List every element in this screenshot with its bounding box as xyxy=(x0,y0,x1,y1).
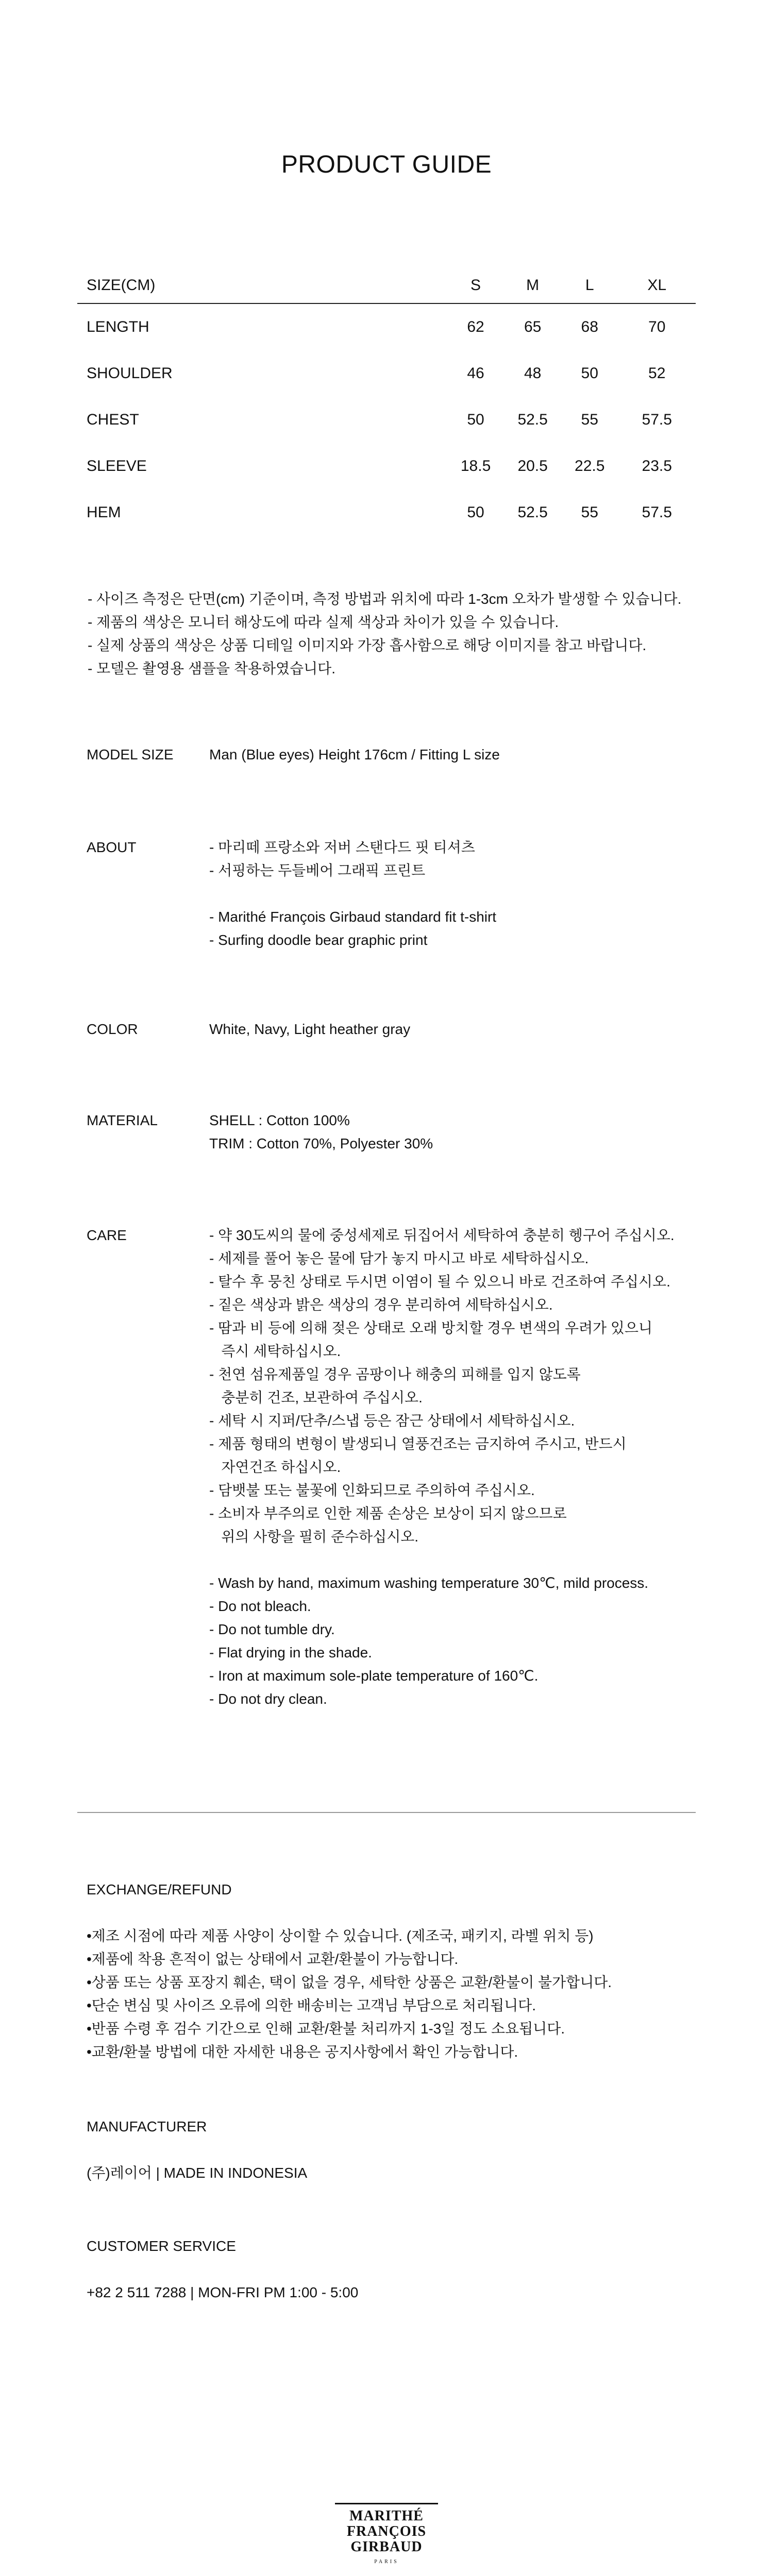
care-line: 충분히 건조, 보관하여 주십시오. xyxy=(209,1389,423,1405)
cell-value: 46 xyxy=(467,365,484,382)
care-line: 자연건조 하십시오. xyxy=(209,1459,341,1475)
material-section xyxy=(87,1109,705,1155)
table-row xyxy=(77,397,696,443)
exchange-line: •제품에 착용 흔적이 없는 상태에서 교환/환불이 가능합니다. xyxy=(87,1951,459,1967)
exchange-line: •반품 수령 후 검수 기간으로 인해 교환/환불 처리까지 1-3일 정도 소요됩니다. xyxy=(87,2021,565,2037)
care-line: - 소비자 부주의로 인한 제품 손상은 보상이 되지 않으므로 xyxy=(209,1505,567,1521)
table-row xyxy=(77,443,696,489)
care-line: - Wash by hand, maximum washing temperature 30℃, mild process. xyxy=(209,1575,649,1591)
section-divider xyxy=(77,1812,696,1813)
cell-value: 65 xyxy=(524,318,542,335)
care-line: - Do not bleach. xyxy=(209,1598,311,1614)
customer-service-title: CUSTOMER SERVICE xyxy=(87,2238,236,2254)
size-header-xl: XL xyxy=(647,277,667,294)
cell-value: 20.5 xyxy=(517,457,548,474)
cell-value: 55 xyxy=(581,504,598,521)
cell-value: 57.5 xyxy=(642,504,672,521)
note-line: - 제품의 색상은 모니터 해상도에 따라 실제 색상과 차이가 있을 수 있습니다. xyxy=(88,614,559,630)
model-size-label: MODEL SIZE xyxy=(87,747,174,762)
cell-value: 68 xyxy=(581,318,598,335)
cell-value: 52.5 xyxy=(517,411,548,428)
customer-service-section xyxy=(87,2234,358,2304)
care-line: 위의 사항을 필히 준수하십시오. xyxy=(209,1529,419,1545)
material-line: SHELL : Cotton 100% xyxy=(209,1112,350,1128)
care-section xyxy=(87,1224,705,1710)
cell-value: 50 xyxy=(581,365,598,382)
cell-value: 50 xyxy=(467,411,484,428)
care-line: - Do not tumble dry. xyxy=(209,1621,335,1637)
about-line: - Surfing doodle bear graphic print xyxy=(209,932,428,948)
note-line: - 실제 상품의 색상은 상품 디테일 이미지와 가장 흡사함으로 해당 이미지를 참고 바랍니다. xyxy=(88,637,647,653)
color-text: White, Navy, Light heather gray xyxy=(209,1021,411,1037)
care-line: - 약 30도씨의 물에 중성세제로 뒤집어서 세탁하여 충분히 헹구어 주십시오. xyxy=(209,1227,675,1243)
care-line: - 세탁 시 지퍼/단추/스냅 등은 잠근 상태에서 세탁하십시오. xyxy=(209,1413,575,1429)
about-section xyxy=(87,836,705,952)
about-line: - 서핑하는 두들베어 그래픽 프린트 xyxy=(209,862,426,878)
logo-line: GIRBAUD xyxy=(350,2539,423,2555)
cell-value: 50 xyxy=(467,504,484,521)
logo-line: MARITHÉ xyxy=(349,2508,424,2524)
exchange-section xyxy=(87,1878,612,2063)
cell-value: 62 xyxy=(467,318,484,335)
exchange-line: •교환/환불 방법에 대한 자세한 내용은 공지사항에서 확인 가능합니다. xyxy=(87,2044,518,2060)
manufacturer-title: MANUFACTURER xyxy=(87,2119,207,2134)
care-line: - 제품 형태의 변형이 발생되니 열풍건조는 금지하여 주시고, 반드시 xyxy=(209,1436,627,1452)
about-line: - Marithé François Girbaud standard fit t-shirt xyxy=(209,909,497,925)
exchange-line: •단순 변심 및 사이즈 오류에 의한 배송비는 고객님 부담으로 처리됩니다. xyxy=(87,1997,536,2013)
size-header-l: L xyxy=(585,277,594,294)
cell-value: 18.5 xyxy=(460,457,491,474)
care-line: - 천연 섬유제품일 경우 곰팡이나 해충의 피해를 입지 않도록 xyxy=(209,1366,581,1382)
care-line: - Iron at maximum sole-plate temperature of 160℃. xyxy=(209,1668,539,1684)
page-title: PRODUCT GUIDE xyxy=(281,151,492,178)
table-row xyxy=(77,489,696,536)
about-label: ABOUT xyxy=(87,839,137,855)
row-label: CHEST xyxy=(87,411,139,428)
cell-value: 52.5 xyxy=(517,504,548,521)
row-label: SHOULDER xyxy=(87,365,173,382)
logo-line: PARIS xyxy=(374,2559,399,2565)
cell-value: 48 xyxy=(524,365,542,382)
size-notes xyxy=(88,587,681,680)
brand-logo xyxy=(335,2503,438,2576)
model-size-text: Man (Blue eyes) Height 176cm / Fitting L size xyxy=(209,747,500,762)
care-line: - 담뱃불 또는 불꽃에 인화되므로 주의하여 주십시오. xyxy=(209,1482,535,1498)
cell-value: 23.5 xyxy=(642,457,672,474)
row-label: HEM xyxy=(87,504,121,521)
material-label: MATERIAL xyxy=(87,1112,158,1128)
about-line: - 마리떼 프랑소와 저버 스탠다드 핏 티셔츠 xyxy=(209,839,475,855)
care-line: - 세제를 풀어 놓은 물에 담가 놓지 마시고 바로 세탁하십시오. xyxy=(209,1250,589,1266)
cell-value: 55 xyxy=(581,411,598,428)
exchange-line: •제조 시점에 따라 제품 사양이 상이할 수 있습니다. (제조국, 패키지, 라벨 위치 등) xyxy=(87,1928,594,1944)
care-line: - 탈수 후 뭉친 상태로 두시면 이염이 될 수 있으니 바로 건조하여 주십시오. xyxy=(209,1274,670,1290)
care-line: - Do not dry clean. xyxy=(209,1691,327,1707)
cell-value: 52 xyxy=(648,365,666,382)
row-label: SLEEVE xyxy=(87,457,147,474)
logo-line: FRANÇOIS xyxy=(346,2523,427,2539)
size-header-s: S xyxy=(470,277,481,294)
exchange-line: •상품 또는 상품 포장지 훼손, 택이 없을 경우, 세탁한 상품은 교환/환불이 불가합니다. xyxy=(87,1974,612,1990)
customer-service-text: +82 2 511 7288 | MON-FRI PM 1:00 - 5:00 xyxy=(87,2284,359,2300)
size-table-header xyxy=(77,268,696,304)
note-line: - 모델은 촬영용 샘플을 착용하였습니다. xyxy=(88,660,335,676)
care-line: - Flat drying in the shade. xyxy=(209,1645,372,1660)
cell-value: 70 xyxy=(648,318,666,335)
cell-value: 57.5 xyxy=(642,411,672,428)
table-row xyxy=(77,350,696,397)
manufacturer-section xyxy=(87,2115,307,2184)
row-label: LENGTH xyxy=(87,318,149,335)
care-line: - 짙은 색상과 밝은 색상의 경우 분리하여 세탁하십시오. xyxy=(209,1297,553,1313)
exchange-title: EXCHANGE/REFUND xyxy=(87,1882,232,1897)
note-line: - 사이즈 측정은 단면(cm) 기준이며, 측정 방법과 위치에 따라 1-3cm 오차가 발생할 수 있습니다. xyxy=(88,591,682,607)
care-line: 즉시 세탁하십시오. xyxy=(209,1343,341,1359)
color-section xyxy=(87,1018,705,1041)
table-row xyxy=(77,304,696,350)
color-label: COLOR xyxy=(87,1021,138,1037)
size-table xyxy=(77,268,696,536)
material-line: TRIM : Cotton 70%, Polyester 30% xyxy=(209,1136,433,1151)
size-header-label: SIZE(CM) xyxy=(87,277,156,294)
cell-value: 22.5 xyxy=(575,457,605,474)
manufacturer-text: (주)레이어 | MADE IN INDONESIA xyxy=(87,2165,308,2181)
care-line: - 땀과 비 등에 의해 젖은 상태로 오래 방치할 경우 변색의 우려가 있으니 xyxy=(209,1320,653,1336)
size-header-m: M xyxy=(526,277,540,294)
model-size-section xyxy=(87,743,705,766)
care-label: CARE xyxy=(87,1227,127,1243)
